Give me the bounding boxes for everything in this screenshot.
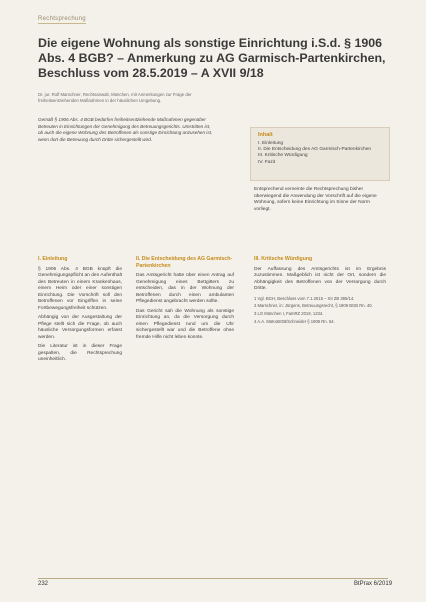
column-two (136, 256, 234, 344)
toc-list (251, 141, 389, 166)
section-heading: II. Die Entscheidung des AG Garmisch-Partenkirchen (136, 256, 233, 269)
paragraph: Der Auffassung des Amtsgerichts ist im Ergebnis zuzustimmen. Maßgeblich ist nicht der Ort, sondern die Abhängigkeit des Betroffenen von der Versorgung durch Dritte. (254, 266, 386, 291)
section-rubric: Rechtsprechung (38, 16, 86, 22)
section-heading: III. Kritische Würdigung (254, 256, 313, 262)
footnote: 4 A.A. MüKoBGB/Schneider § 1906 Rn. 54. (254, 318, 335, 324)
journal-issue: BtPrax 6/2019 (354, 581, 393, 587)
column-three (254, 256, 386, 327)
table-of-contents (250, 127, 390, 181)
column-one (38, 256, 122, 367)
paragraph: Die Literatur ist in dieser Frage gespalten, die Rechtsprechung uneinheitlich. (38, 344, 122, 362)
toc-item: I. Einleitung (258, 141, 284, 146)
article-title: Die eigene Wohnung als sonstige Einrichtung i.S.d. § 1906 Abs. 4 BGB? – Anmerkung zu AG Garmisch-Partenkirchen, Beschluss vom 28.5.2019 – A XVII 9/18 (38, 36, 386, 80)
toc-item: II. Die Entscheidung des AG Garmisch-Partenkirchen (258, 147, 372, 153)
toc-item: IV. Fazit (258, 159, 276, 165)
paragraph: Das Amtsgericht hatte über einen Antrag auf Genehmigung eines Bettgitters zu entscheiden, das in der Wohnung der Betroffenen durch einen ambulanten Pflegedienst angebracht werden sollte. (136, 273, 234, 304)
page-number: 232 (38, 581, 49, 587)
column-three-top-text: Entsprechend verneinte die Rechtsprechung bisher überwiegend die Anwendung der Vorschrift auf die eigene Wohnung, sofern keine Einrichtung im Sinne der Norm vorliegt. (254, 187, 377, 212)
article-lead: Dr. jur. Rolf Marschner, Rechtsanwalt, München, mit Anmerkungen zur Frage der freiheitsentziehenden Maßnahmen in der häuslichen Umgebung. (38, 92, 192, 103)
footnote: 3 LG München I, FamRZ 2019, 1234. (254, 311, 324, 317)
paragraph: § 1906 Abs. 4 BGB knüpft die Genehmigungspflicht an den Aufenthalt des Betreuten in einem Krankenhaus, einem Heim oder einer sonstigen Einrichtung. Die Vorschrift soll den Betroffenen vor Eingriffen in seine Fortbewegungsfreiheit schützen. (38, 266, 122, 311)
toc-title: Inhalt (258, 132, 273, 138)
toc-item: III. Kritische Würdigung (258, 153, 308, 159)
article-intro: Gemäß § 1906 Abs. 4 BGB bedürfen freiheitsentziehende Maßnahmen gegenüber Betreuten in Einrichtungen der Genehmigung des Betreuungsgerichts. Umstritten ist, ob auch die eigene Wohnung des Betroffenen als sonstige Einrichtung anzusehen ist, wenn dort die Betreuung durch Dritte sichergestellt wird. (38, 117, 213, 143)
paragraph: Das Gericht sah die Wohnung als sonstige Einrichtung an, da die Versorgung durch einen Pflegedienst rund um die Uhr sichergestellt war und die Betroffene ohne fremde Hilfe nicht leben konnte. (136, 308, 234, 340)
footer-rule (38, 578, 388, 579)
section-heading: I. Einleitung (38, 256, 68, 262)
footnote: 2 Marschner, in: Jürgens, Betreuungsrecht, § 1906 BGB Rn. 40. (254, 303, 373, 309)
footnote: 1 Vgl. BGH, Beschluss vom 7.1.2015 – XII ZB 395/14. (254, 295, 355, 301)
paragraph: Abhängig von der Ausgestaltung der Pflege stellt sich die Frage, ob auch häusliche Versorgungsformen erfasst werden. (38, 315, 122, 340)
